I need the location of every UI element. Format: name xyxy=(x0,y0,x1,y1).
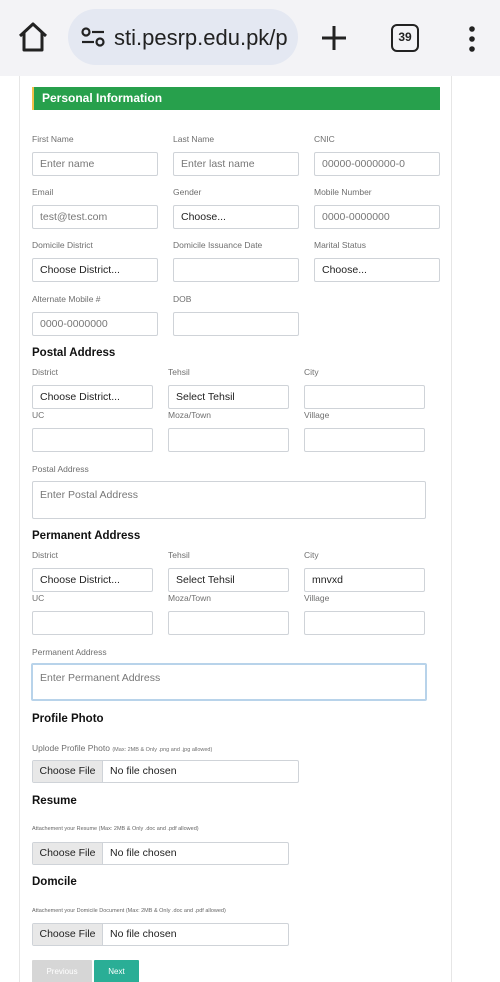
postal-uc-input[interactable] xyxy=(32,428,153,452)
profile-photo-file-input[interactable] xyxy=(32,760,299,783)
domicile-hint: Attachement your Domicile Document (Max: 2MB & Only .doc and .pdf allowed) xyxy=(32,908,226,914)
permanent-village-label: Village xyxy=(304,593,330,603)
domicile-district-select[interactable]: Choose District... xyxy=(32,258,158,282)
postal-city-label: City xyxy=(304,367,319,377)
profile-photo-hint: (Max: 2MB & Only .png and .jpg allowed) xyxy=(112,747,213,753)
cnic-input[interactable]: 00000-0000000-0 xyxy=(314,152,440,176)
new-tab-icon[interactable] xyxy=(318,22,350,54)
cnic-label: CNIC xyxy=(314,134,335,144)
resume-file-input[interactable] xyxy=(32,842,289,865)
email-label: Email xyxy=(32,187,54,197)
postal-address-heading: Postal Address xyxy=(32,347,116,359)
previous-button[interactable]: Previous xyxy=(32,960,92,982)
next-button[interactable]: Next xyxy=(94,960,139,982)
postal-district-select[interactable]: Choose District... xyxy=(32,385,153,409)
permanent-city-input[interactable]: mnvxd xyxy=(304,568,425,592)
dob-label: DOB xyxy=(173,294,192,304)
last-name-label: Last Name xyxy=(173,134,215,144)
home-icon[interactable] xyxy=(16,20,50,54)
last-name-input[interactable]: Enter last name xyxy=(173,152,299,176)
permanent-city-label: City xyxy=(304,550,319,560)
postal-uc-label: UC xyxy=(32,410,45,420)
site-settings-icon[interactable] xyxy=(80,25,106,49)
permanent-tehsil-label: Tehsil xyxy=(168,550,190,560)
postal-moza-input[interactable] xyxy=(168,428,289,452)
permanent-moza-input[interactable] xyxy=(168,611,289,635)
postal-village-input[interactable] xyxy=(304,428,425,452)
mobile-number-input[interactable]: 0000-0000000 xyxy=(314,205,440,229)
domicile-file-input[interactable] xyxy=(32,923,289,946)
postal-address-label: Postal Address xyxy=(32,464,89,474)
postal-city-input[interactable] xyxy=(304,385,425,409)
email-input[interactable]: test@test.com xyxy=(32,205,158,229)
domicile-file-status: No file chosen xyxy=(110,928,177,940)
address-bar[interactable] xyxy=(68,9,298,65)
mobile-number-label: Mobile Number xyxy=(314,187,372,197)
gender-select[interactable]: Choose... xyxy=(173,205,299,229)
postal-moza-label: Moza/Town xyxy=(168,410,211,420)
postal-district-label: District xyxy=(32,367,58,377)
postal-address-textarea[interactable]: Enter Postal Address xyxy=(32,481,426,519)
profile-photo-label xyxy=(32,743,212,753)
alternate-mobile-label: Alternate Mobile # xyxy=(32,294,101,304)
permanent-district-select[interactable]: Choose District... xyxy=(32,568,153,592)
first-name-input[interactable]: Enter name xyxy=(32,152,158,176)
tab-switcher-button[interactable]: 39 xyxy=(391,24,419,52)
domicile-heading: Domcile xyxy=(32,876,77,888)
gender-label: Gender xyxy=(173,187,202,197)
browser-toolbar xyxy=(0,0,500,76)
resume-file-status: No file chosen xyxy=(110,847,177,859)
permanent-village-input[interactable] xyxy=(304,611,425,635)
alternate-mobile-input[interactable]: 0000-0000000 xyxy=(32,312,158,336)
domicile-issuance-date-input[interactable] xyxy=(173,258,299,282)
more-menu-icon[interactable] xyxy=(462,24,482,54)
permanent-address-label: Permanent Address xyxy=(32,647,107,657)
permanent-moza-label: Moza/Town xyxy=(168,593,211,603)
first-name-label: First Name xyxy=(32,134,74,144)
resume-hint: Attachement your Resume (Max: 2MB & Only .doc and .pdf allowed) xyxy=(32,826,199,832)
profile-photo-heading: Profile Photo xyxy=(32,713,104,725)
marital-status-label: Marital Status xyxy=(314,240,366,250)
domicile-choose-file-button[interactable]: Choose File xyxy=(33,924,103,945)
profile-photo-file-status: No file chosen xyxy=(110,765,177,777)
postal-tehsil-label: Tehsil xyxy=(168,367,190,377)
dob-input[interactable] xyxy=(173,312,299,336)
permanent-uc-label: UC xyxy=(32,593,45,603)
domicile-district-label: Domicile District xyxy=(32,240,93,250)
domicile-issuance-date-label: Domicile Issuance Date xyxy=(173,240,263,250)
permanent-tehsil-select[interactable]: Select Tehsil xyxy=(168,568,289,592)
postal-tehsil-select[interactable]: Select Tehsil xyxy=(168,385,289,409)
permanent-address-heading: Permanent Address xyxy=(32,530,141,542)
profile-photo-label-text: Uplode Profile Photo xyxy=(32,743,110,753)
permanent-address-textarea[interactable]: Enter Permanent Address xyxy=(31,663,427,701)
section-header-personal-information: Personal Information xyxy=(32,87,440,110)
resume-choose-file-button[interactable]: Choose File xyxy=(33,843,103,864)
permanent-district-label: District xyxy=(32,550,58,560)
marital-status-select[interactable]: Choose... xyxy=(314,258,440,282)
resume-heading: Resume xyxy=(32,795,77,807)
postal-village-label: Village xyxy=(304,410,330,420)
url-text[interactable]: sti.pesrp.edu.pk/p xyxy=(114,25,288,50)
permanent-uc-input[interactable] xyxy=(32,611,153,635)
profile-photo-choose-file-button[interactable]: Choose File xyxy=(33,761,103,782)
